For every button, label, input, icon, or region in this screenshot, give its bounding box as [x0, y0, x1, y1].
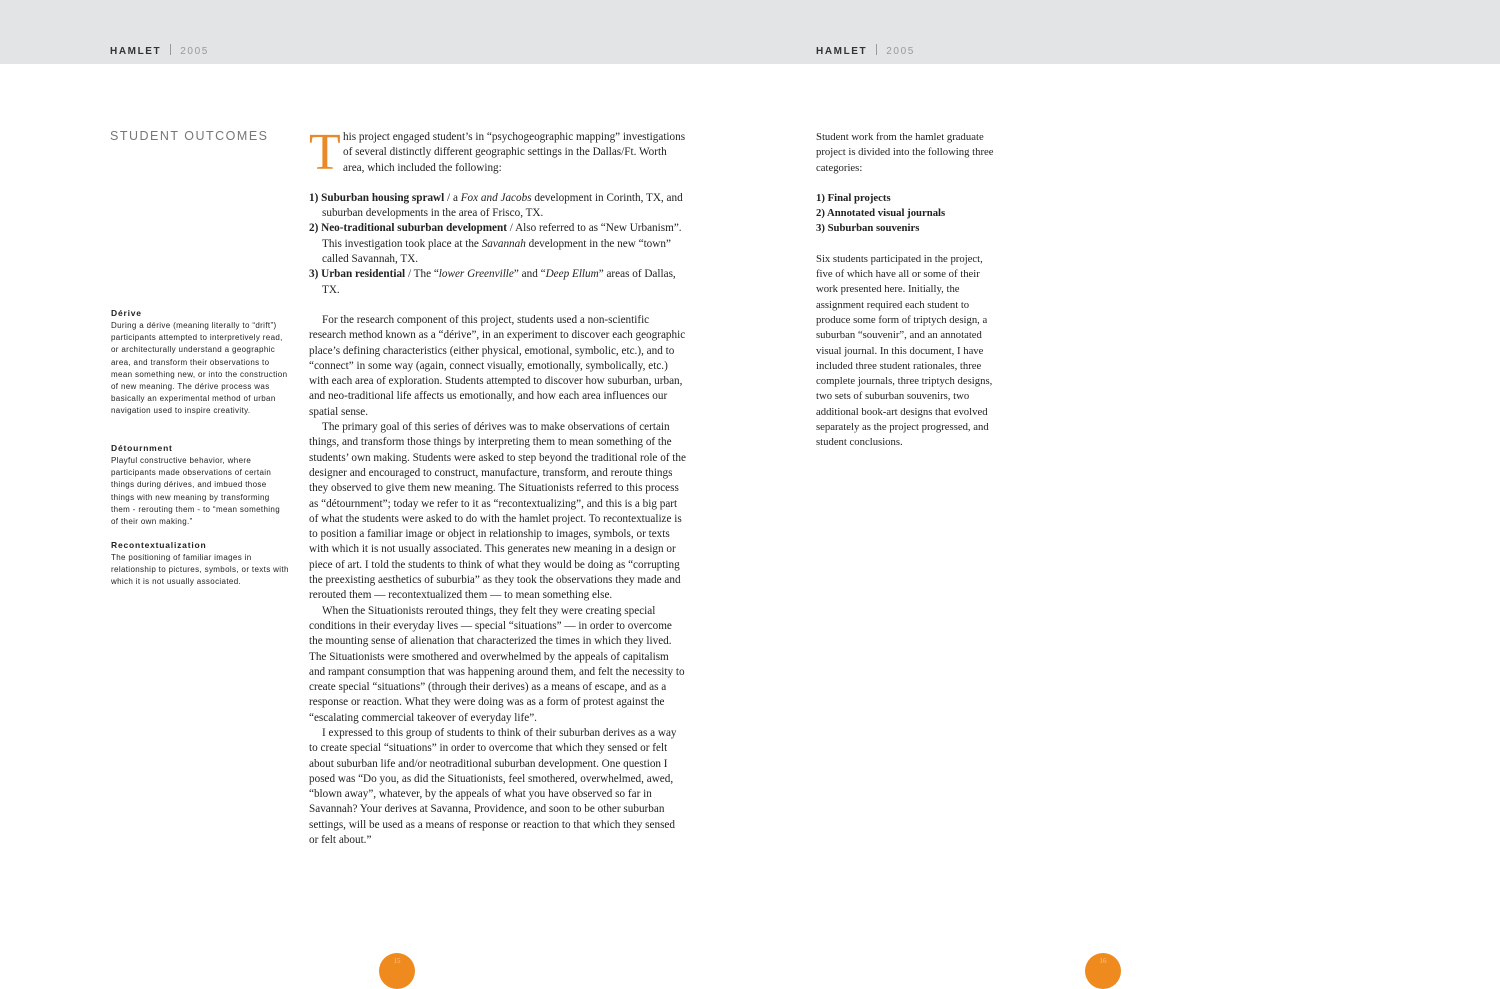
- right-body: Six students participated in the project, five of which have all or some of their work presented here. Initially, the assignment required each student to produce some form of triptych design, a suburban “souvenir”, and an annotated visual journal. In this document, I have included three student rationales, three complete journals, three triptych designs, two sets of suburban souvenirs, two additional book-art designs that evolved separately as the project progressed, and student conclusions.: [816, 252, 993, 449]
- running-header-year: 2005: [180, 46, 209, 57]
- glossary-entry-recontextualization: [111, 540, 289, 589]
- glossary-term: Détournment: [111, 443, 173, 453]
- list-item: 1) Suburban housing sprawl / a Fox and Jacobs development in Corinth, TX, and suburban developments in the area of Frisco, TX.: [309, 191, 683, 220]
- glossary-definition: Playful constructive behavior, where participants made observations of certain things during dérives, and imbued those things with new meaning by transforming them - rerouting them - to “mean something of their own making.”: [111, 456, 280, 527]
- list-item: 2) Annotated visual journals: [816, 207, 946, 220]
- page-number-right: 16: [1085, 953, 1121, 989]
- header-divider: [876, 44, 877, 55]
- body-paragraph: For the research component of this project, students used a non-scientific research method known as a “dérive”, in an experiment to discover each geographic place’s defining characteristics (either physical, emotional, symbolic, etc.), and to “connect” in some way (again, connect visually, emotionally, symbolically, etc.) with each area of exploration. Students attempted to discover how suburban, urban, and neo-traditional life affects us emotionally, and how each area influences our spatial sense.: [309, 313, 686, 418]
- header-bar: [0, 0, 1500, 64]
- glossary-term: Recontextualization: [111, 540, 207, 550]
- body-paragraph: The primary goal of this series of dérives was to make observations of certain things, and transform those things by interpreting them to mean something of the students’ own making. Students were asked to step beyond the traditional role of the designer and encouraged to construct, manufacture, transform, and reroute things they observed to give them new meaning. The Situationists referred to this process as “détournment”; today we refer to it as “recontextualizing”, and this is a big part of what the students were asked to do with the hamlet project. To recontextualize is to position a familiar image or object in relationship to images, symbols, or texts with which it is not usually associated. This generates new meaning in a design or piece of art. I told the students to think of what they would be doing as “corrupting the preexisting aesthetics of suburbia” as they took the observations they made and rerouted them — recontextualized them — to mean something else.: [309, 421, 686, 602]
- drop-cap: T: [309, 124, 341, 181]
- right-intro: Student work from the hamlet graduate project is divided into the following three categories:: [816, 131, 994, 174]
- section-title: STUDENT OUTCOMES: [110, 129, 269, 143]
- glossary-definition: The positioning of familiar images in relationship to pictures, symbols, or texts with which it is not usually associated.: [111, 553, 289, 587]
- running-header-title: HAMLET: [816, 46, 868, 57]
- header-divider: [170, 44, 171, 55]
- running-header-title: HAMLET: [110, 46, 162, 57]
- list-item: 2) Neo-traditional suburban development / Also referred to as “New Urbanism”. This investigation took place at the Savannah development in the new “town” called Savannah, TX.: [309, 222, 682, 266]
- running-header-right: [816, 44, 915, 57]
- right-text-column: [816, 130, 996, 451]
- list-item: 1) Final projects: [816, 191, 891, 204]
- body-paragraph: I expressed to this group of students to think of their suburban derives as a way to create special “situations” in order to overcome that which they sensed or felt about suburban life and/or neotraditional suburban development. One question I posed was “Do you, as did the Situationists, feel smothered, overwhelmed, awed, “blown away”, whatever, by the appeals of what you have observed so far in Savannah? Your derives at Savanna, Providence, and soon to be other suburban settings, will be used as a means of response or reaction to that which they sensed or felt about.”: [309, 726, 677, 847]
- running-header-year: 2005: [886, 46, 915, 57]
- main-text-column: [309, 124, 687, 848]
- glossary-term: Dérive: [111, 308, 142, 318]
- list-item: 3) Suburban souvenirs: [816, 222, 920, 235]
- glossary-entry-detournment: [111, 443, 289, 528]
- page-number-left: 15: [379, 953, 415, 989]
- intro-paragraph: [309, 124, 687, 181]
- body-paragraph: When the Situationists rerouted things, they felt they were creating special conditions in their everyday lives — special “situations” — in order to overcome the mounting sense of alienation that characterized the times in which they lived. The Situationists were smothered and overwhelmed by the appeals of capitalism and rampant consumption that was happening around them, and felt the necessity to create special “situations” (through their derives) as a means of escape, and as a response or reaction. What they were doing was as a form of protest against the “escalating commercial takeover of everyday life”.: [309, 604, 685, 724]
- glossary-definition: During a dérive (meaning literally to “drift”) participants attempted to interpretively read, or architecturally understand a geographic area, and transform their observations to mean something new, or into the construction of new meaning. The dérive process was basically an experimental method of urban navigation used to inspire creativity.: [111, 321, 288, 416]
- intro-text: his project engaged student’s in “psychogeographic mapping” investigations of several distinctly different geographic settings in the Dallas/Ft. Worth area, which included the following:: [343, 131, 686, 174]
- category-list: [816, 191, 996, 237]
- running-header-left: [110, 44, 209, 57]
- glossary-entry-derive: [111, 308, 289, 418]
- location-list: [309, 191, 687, 298]
- list-item: 3) Urban residential / The “lower Greenville” and “Deep Ellum” areas of Dallas, TX.: [309, 268, 676, 296]
